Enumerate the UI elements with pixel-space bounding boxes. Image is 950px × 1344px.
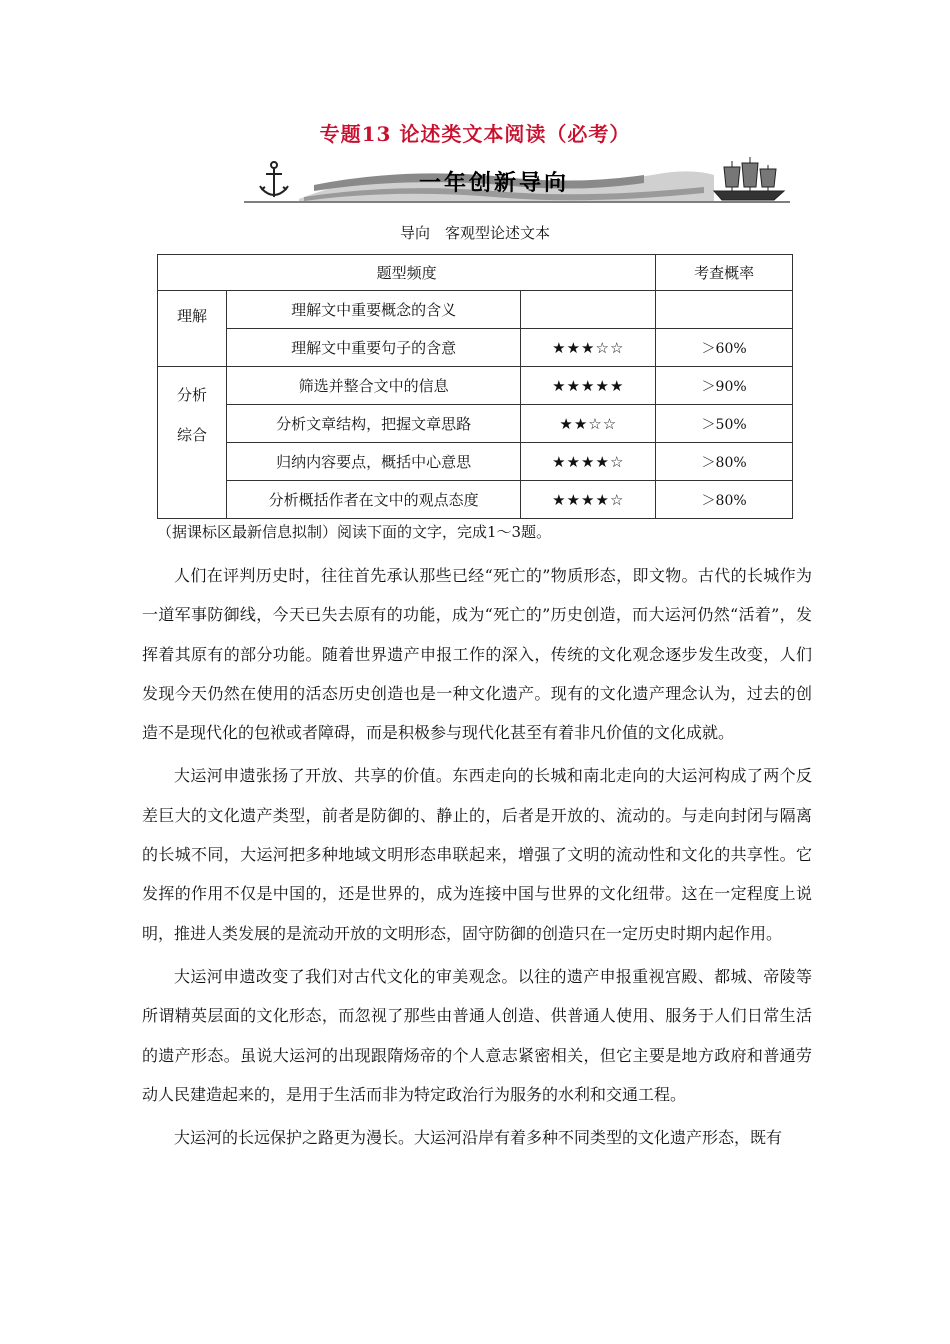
stars-cell: ★★☆☆ <box>521 405 656 443</box>
page-title: 专题13 论述类文本阅读（必考） <box>319 122 631 146</box>
item-cell: 分析文章结构，把握文章思路 <box>226 405 520 443</box>
stars-cell: ★★★★★ <box>521 367 656 405</box>
rate-cell: ＞80% <box>656 443 793 481</box>
subheading: 导向 客观型论述文本 <box>399 224 550 242</box>
ship-icon <box>714 157 784 200</box>
stars-cell: ★★★☆☆ <box>521 329 656 367</box>
category-cell <box>158 367 227 519</box>
rate-cell <box>656 291 793 329</box>
stars-cell: ★★★★☆ <box>521 443 656 481</box>
banner <box>244 155 790 207</box>
paragraph: 大运河申遗张扬了开放、共享的价值。东西走向的长城和南北走向的大运河构成了两个反差巨大的文化遗产类型，前者是防御的、静止的，后者是开放的、流动的。与走向封闭与隔离的长城不同，大运河把多种地域文明形态串联起来，增强了文明的流动性和文化的共享性。它发挥的作用不仅是中国的，还是世界的，成为连接中国与世界的文化纽带。这在一定程度上说明，推进人类发展的是流动开放的文明形态，固守防御的创造只在一定历史时期内起作用。 <box>142 766 812 943</box>
article-body <box>142 556 812 1157</box>
item-cell: 归纳内容要点，概括中心意思 <box>226 443 520 481</box>
item-cell: 理解文中重要概念的含义 <box>226 291 520 329</box>
rate-cell: ＞90% <box>656 367 793 405</box>
anchor-icon <box>260 162 288 197</box>
stars-cell <box>521 291 656 329</box>
rate-cell: ＞50% <box>656 405 793 443</box>
item-cell: 筛选并整合文中的信息 <box>226 367 520 405</box>
rate-cell: ＞80% <box>656 481 793 519</box>
reading-instruction: （据课标区最新信息拟制）阅读下面的文字，完成1～3题。 <box>157 523 552 541</box>
category-label: 分析综合 <box>176 386 207 444</box>
banner-text: 一年创新导向 <box>418 171 570 196</box>
paragraph: 大运河申遗改变了我们对古代文化的审美观念。以往的遗产申报重视宫殿、都城、帝陵等所谓精英层面的文化形态，而忽视了那些由普通人创造、供普通人使用、服务于人们日常生活的遗产形态。虽说大运河的出现跟隋炀帝的个人意志紧密相关，但它主要是地方政府和普通劳动人民建造起来的，是用于生活而非为特定政治行为服务的水利和交通工程。 <box>142 966 812 1104</box>
paragraph: 人们在评判历史时，往往首先承认那些已经“死亡的”物质形态，即文物。古代的长城作为一道军事防御线，今天已失去原有的功能，成为“死亡的”历史创造，而大运河仍然“活着”，发挥着其原有的部分功能。随着世界遗产申报工作的深入，传统的文化观念逐步发生改变，人们发现今天仍然在使用的活态历史创造也是一种文化遗产。现有的文化遗产理念认为，过去的创造不是现代化的包袱或者障碍，而是积极参与现代化甚至有着非凡价值的文化成就。 <box>142 566 812 743</box>
item-cell: 分析概括作者在文中的观点态度 <box>226 481 520 519</box>
paragraph: 大运河的长远保护之路更为漫长。大运河沿岸有着多种不同类型的文化遗产形态，既有 <box>174 1128 783 1148</box>
header-type: 题型频度 <box>158 255 656 291</box>
stars-cell: ★★★★☆ <box>521 481 656 519</box>
item-cell: 理解文中重要句子的含意 <box>226 329 520 367</box>
rate-cell: ＞60% <box>656 329 793 367</box>
category-cell: 理解 <box>158 291 227 367</box>
frequency-table <box>157 254 793 519</box>
header-rate: 考查概率 <box>656 255 793 291</box>
